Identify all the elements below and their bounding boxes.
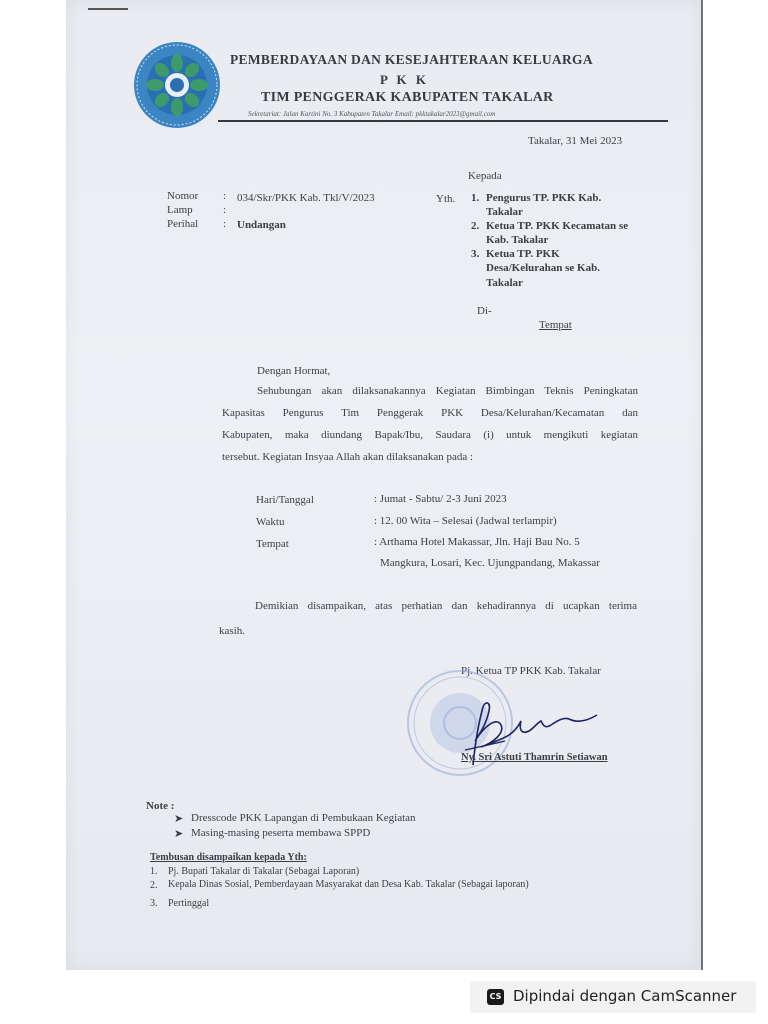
body-line: Sehubungan akan dilaksanakannya Kegiatan Bimbingan Teknis Peningkatan <box>257 385 638 397</box>
tempat-event-value: : Arthama Hotel Makassar, Jln. Haji Bau No. 5 <box>374 536 580 548</box>
camscanner-watermark <box>470 981 756 1013</box>
secretariat-address: Sekretariat: Jalan Kartini No. 3 Kabupaten Takalar Email: pkktakalar2023@gmail.com <box>248 110 496 118</box>
nomor-value: 034/Skr/PKK Kab. Tkl/V/2023 <box>237 192 375 204</box>
tembusan-title: Tembusan disampaikan kepada Yth: <box>150 852 307 863</box>
body-line: tersebut. Kegiatan Insyaa Allah akan dilaksanakan pada : <box>222 451 474 463</box>
meta-separator: : <box>223 218 227 230</box>
tembusan-number: 1. <box>150 866 158 877</box>
meta-separator: : <box>223 190 227 202</box>
recipient-line: Kab. Takalar <box>486 234 549 246</box>
tembusan-item: Pertinggal <box>168 898 210 909</box>
tembusan-item: Kepala Dinas Sosial, Pemberdayaan Masyarakat dan Desa Kab. Takalar (Sebagai laporan) <box>168 879 529 890</box>
recipient-line: Desa/Kelurahan se Kab. <box>486 262 600 274</box>
kepada-label: Kepada <box>468 170 502 182</box>
waktu-value: : 12. 00 Wita – Selesai (Jadwal terlampir) <box>374 515 557 527</box>
scan-mark <box>88 8 128 10</box>
recipient-line: Takalar <box>486 277 523 289</box>
tembusan-number: 3. <box>150 898 158 909</box>
org-unit: TIM PENGGERAK KABUPATEN TAKALAR <box>261 90 554 105</box>
letterhead-rule <box>218 120 668 122</box>
signer-title: Pj. Ketua TP PKK Kab. Takalar <box>461 665 601 677</box>
note-item: Masing-masing peserta membawa SPPD <box>191 827 371 839</box>
recipient-number: 1. <box>471 192 480 204</box>
tempat-event-label: Tempat <box>256 538 289 550</box>
note-item: Dresscode PKK Lapangan di Pembukaan Kegiatan <box>191 812 416 824</box>
closing-line: Demikian disampaikan, atas perhatian dan kehadirannya di ucapkan terima <box>255 600 637 612</box>
camscanner-icon: CS <box>487 989 504 1005</box>
closing-line: kasih. <box>219 625 245 637</box>
recipient-line: Ketua TP. PKK <box>486 248 560 260</box>
lamp-label: Lamp <box>167 204 193 216</box>
greeting: Dengan Hormat, <box>257 365 331 377</box>
body-line: Kabupaten, maka diundang Bapak/Ibu, Saudara (i) untuk mengikuti kegiatan <box>222 429 638 441</box>
arrow-bullet-icon: ➤ <box>174 828 184 840</box>
tembusan-number: 2. <box>150 880 158 891</box>
perihal-label: Perihal <box>167 218 199 230</box>
org-abbrev: P K K <box>380 72 429 87</box>
recipient-line: Ketua TP. PKK Kecamatan se <box>486 220 629 232</box>
recipient-number: 3. <box>471 248 480 260</box>
hari-value: : Jumat - Sabtu/ 2-3 Juni 2023 <box>374 493 507 505</box>
recipient-line: Pengurus TP. PKK Kab. <box>486 192 602 204</box>
hari-label: Hari/Tanggal <box>256 494 314 506</box>
meta-separator: : <box>223 204 227 216</box>
arrow-bullet-icon: ➤ <box>174 813 184 825</box>
camscanner-label: Dipindai dengan CamScanner <box>513 987 737 1005</box>
di-label: Di- <box>477 305 492 317</box>
signer-name: Ny. Sri Astuti Thamrin Setiawan <box>461 752 608 763</box>
tempat-label: Tempat <box>539 319 572 331</box>
perihal-value: Undangan <box>237 219 286 231</box>
body-line: Kapasitas Pengurus Tim Penggerak PKK Desa/Kelurahan/Kecamatan dan <box>222 407 638 419</box>
pkk-logo-icon <box>131 40 223 130</box>
org-name: PEMBERDAYAAN DAN KESEJAHTERAAN KELUARGA <box>230 52 593 67</box>
nomor-label: Nomor <box>167 190 199 202</box>
letter-date: Takalar, 31 Mei 2023 <box>528 135 623 147</box>
recipient-number: 2. <box>471 220 480 232</box>
note-label: Note : <box>146 800 175 812</box>
waktu-label: Waktu <box>256 516 285 528</box>
tembusan-item: Pj. Bupati Takalar di Takalar (Sebagai Laporan) <box>168 866 360 877</box>
paper-edge <box>701 0 703 970</box>
tempat-event-value: Mangkura, Losari, Kec. Ujungpandang, Makassar <box>380 557 600 569</box>
recipient-line: Takalar <box>486 206 523 218</box>
yth-label: Yth. <box>436 193 456 205</box>
